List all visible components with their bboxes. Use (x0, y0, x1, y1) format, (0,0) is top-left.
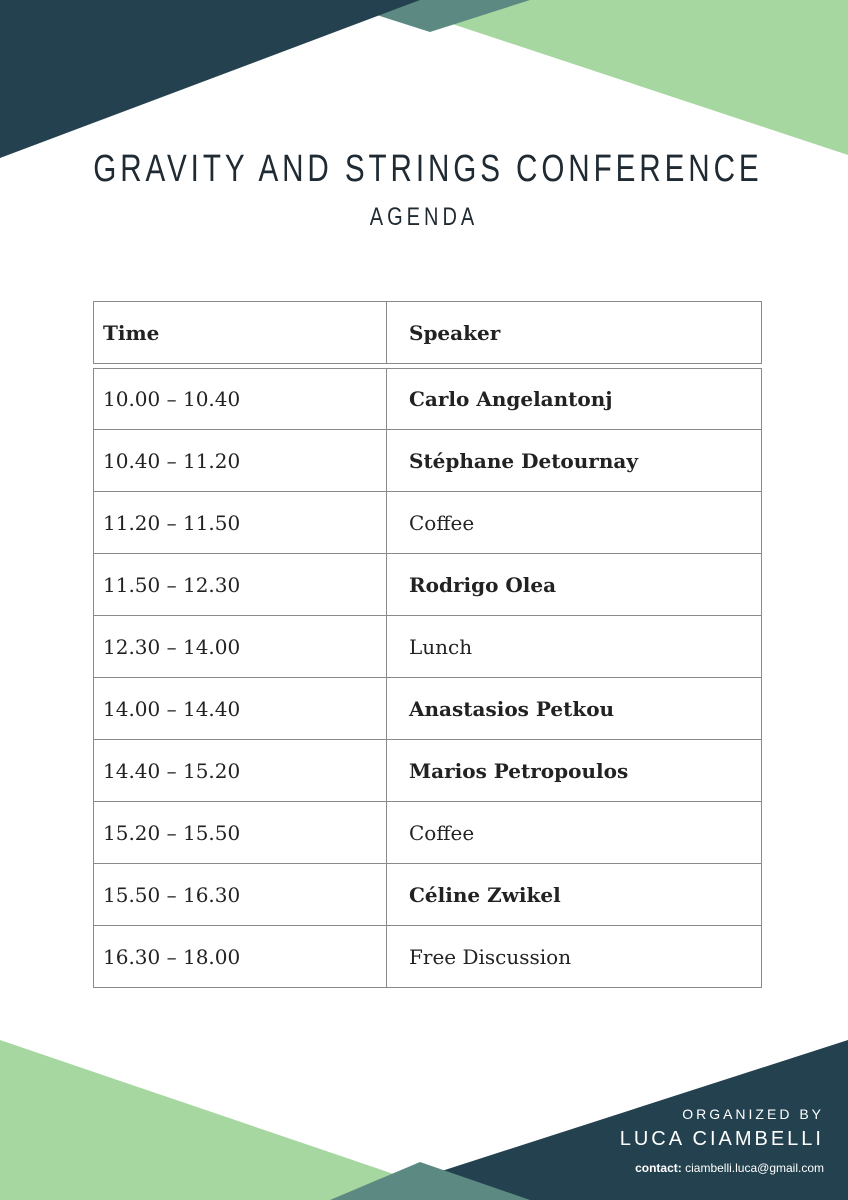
speaker-cell: Céline Zwikel (409, 882, 561, 907)
time-cell: 12.30 – 14.00 (94, 616, 387, 677)
time-cell: 14.40 – 15.20 (94, 740, 387, 801)
conference-title: GRAVITY AND STRINGS CONFERENCE (93, 148, 763, 190)
table-body (93, 368, 762, 988)
table-row (93, 864, 762, 926)
time-cell: 10.00 – 10.40 (94, 369, 387, 429)
table-header-row (93, 301, 762, 364)
speaker-cell: Rodrigo Olea (409, 572, 557, 597)
agenda-table (93, 301, 762, 988)
time-cell: 15.20 – 15.50 (94, 802, 387, 863)
table-row (93, 430, 762, 492)
footer (620, 1106, 824, 1175)
contact-label: contact: (635, 1161, 682, 1175)
break-cell: Lunch (409, 634, 473, 659)
time-cell: 16.30 – 18.00 (94, 926, 387, 987)
organized-by-label: ORGANIZED BY (682, 1106, 824, 1122)
top-navy-triangle (0, 0, 420, 158)
header (0, 148, 848, 232)
organizer-name: LUCA CIAMBELLI (619, 1128, 824, 1150)
table-row (93, 678, 762, 740)
time-cell: 11.50 – 12.30 (94, 554, 387, 615)
table-row (93, 368, 762, 430)
speaker-cell: Stéphane Detournay (409, 448, 638, 473)
speaker-cell: Marios Petropoulos (409, 758, 629, 783)
table-row (93, 802, 762, 864)
break-cell: Free Discussion (409, 944, 572, 969)
table-row (93, 740, 762, 802)
table-row (93, 492, 762, 554)
contact-line (620, 1161, 824, 1175)
time-cell: 15.50 – 16.30 (94, 864, 387, 925)
break-cell: Coffee (409, 820, 475, 845)
header-speaker: Speaker (409, 320, 501, 345)
agenda-subtitle: AGENDA (369, 203, 479, 231)
table-row (93, 926, 762, 988)
speaker-cell: Carlo Angelantonj (409, 387, 613, 411)
table-row (93, 554, 762, 616)
table-row (93, 616, 762, 678)
header-time: Time (94, 302, 387, 363)
contact-email[interactable]: ciambelli.luca@gmail.com (685, 1161, 824, 1175)
time-cell: 11.20 – 11.50 (94, 492, 387, 553)
break-cell: Coffee (409, 510, 475, 535)
time-cell: 10.40 – 11.20 (94, 430, 387, 491)
speaker-cell: Anastasios Petkou (409, 696, 615, 721)
time-cell: 14.00 – 14.40 (94, 678, 387, 739)
